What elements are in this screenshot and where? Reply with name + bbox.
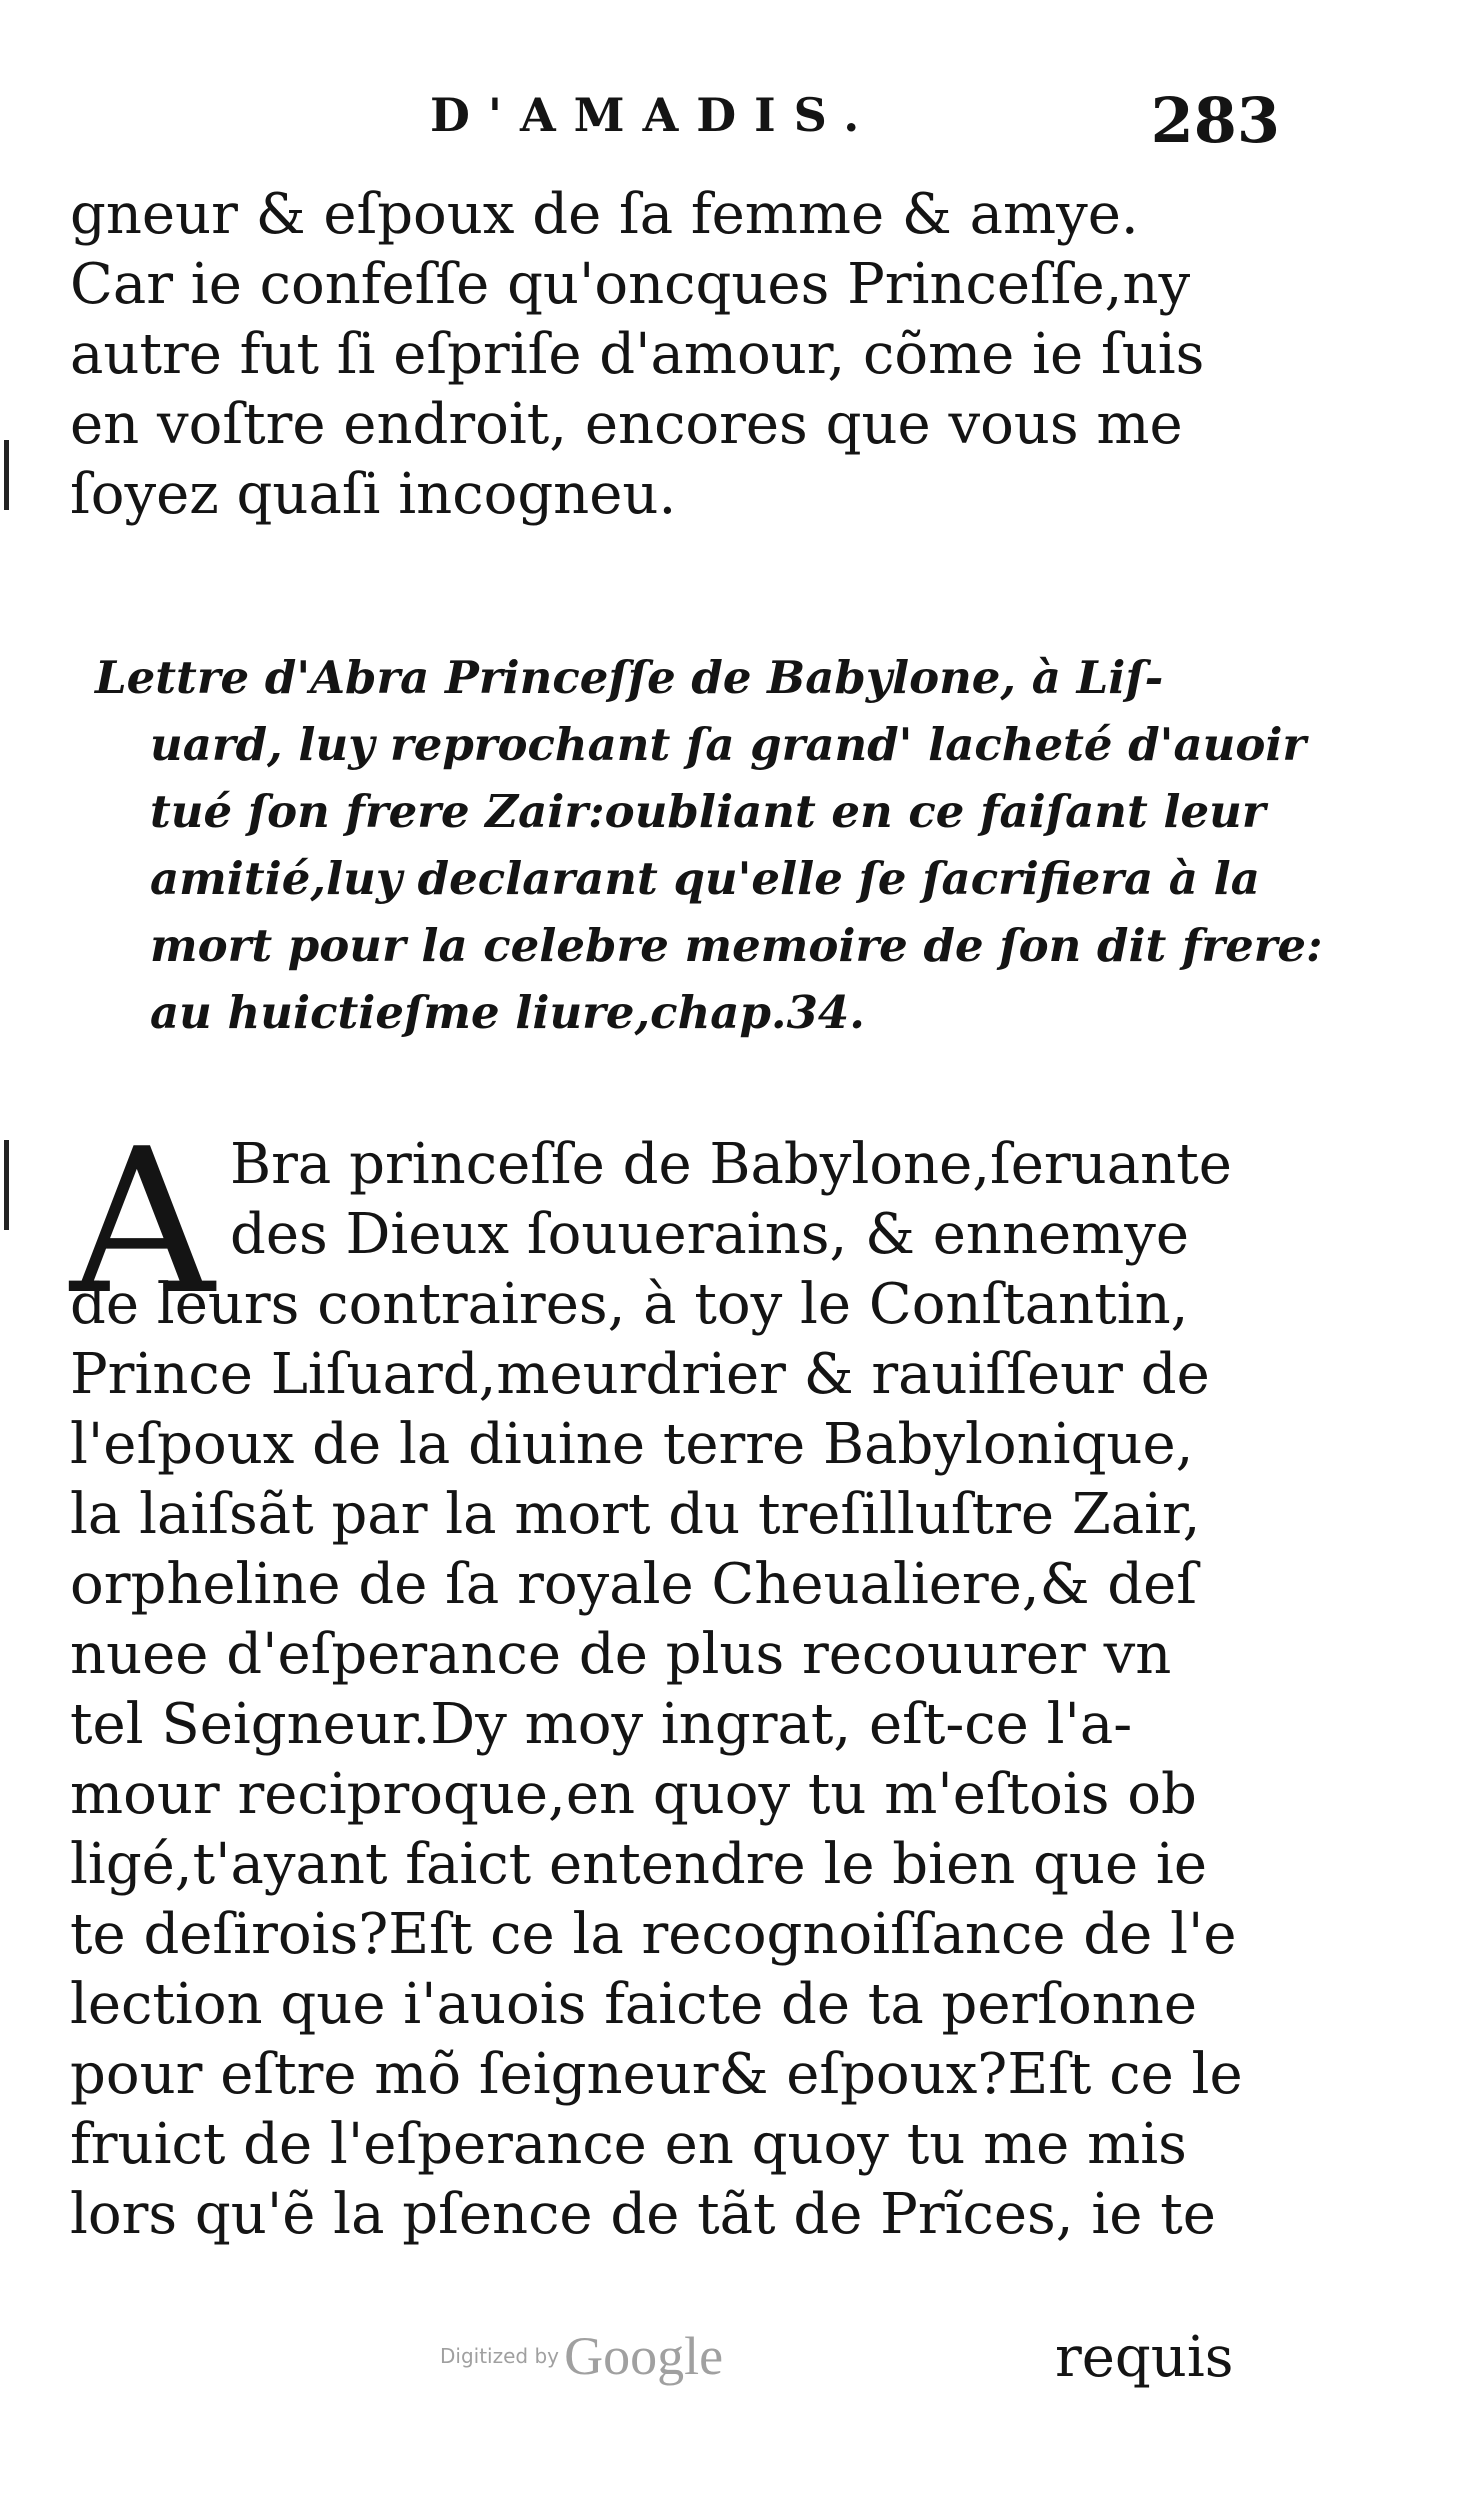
margin-mark xyxy=(4,440,9,510)
text-line: tel Seigneur.Dy moy ingrat, eſt-ce l'a- xyxy=(70,1692,1133,1757)
running-header xyxy=(330,84,1280,168)
text-line: nuee d'eſperance de plus recouurer vn xyxy=(70,1622,1172,1687)
text-line: de leurs contraires, à toy le Conſtantin, xyxy=(70,1272,1189,1337)
watermark-brand: Google xyxy=(564,2326,724,2386)
text-line: orpheline de ſa royale Cheualiere,& deſ xyxy=(70,1552,1197,1617)
text-line: autre fut ſi eſpriſe d'amour, cõme ie ſuis xyxy=(70,322,1205,387)
text-line: lors qu'ẽ la pſence de tãt de Prĩces, ie te xyxy=(70,2182,1216,2247)
text-line: l'eſpoux de la diuine terre Babylonique, xyxy=(70,1412,1194,1477)
catchword: requis xyxy=(1055,2325,1234,2390)
text-line: Bra princeſſe de Babylone,ſeruante xyxy=(230,1132,1232,1197)
text-line: gneur & eſpoux de ſa femme & amye. xyxy=(70,182,1139,247)
text-line: la laiſsãt par la mort du treſilluſtre Zair, xyxy=(70,1482,1201,1547)
text-line: pour eſtre mõ ſeigneur& eſpoux?Eſt ce le xyxy=(70,2042,1243,2107)
text-line: Car ie confeſſe qu'oncques Princeſſe,ny xyxy=(70,252,1191,317)
heading-line: Lettre d'Abra Princeſſe de Babylone, à Liſ- xyxy=(95,651,1164,704)
text-line: mour reciproque,en quoy tu m'eſtois ob xyxy=(70,1762,1197,1827)
page-number: 283 xyxy=(1150,84,1280,157)
margin-mark xyxy=(4,1140,9,1230)
heading-line: mort pour la celebre memoire de ſon dit frere: xyxy=(150,919,1323,972)
heading-line: au huictieſme liure,chap.34. xyxy=(150,986,865,1039)
running-title: D'AMADIS. xyxy=(430,88,878,142)
watermark-prefix: Digitized by xyxy=(440,2344,559,2368)
heading-line: amitié,luy declarant qu'elle ſe ſacrifiera à la xyxy=(150,852,1260,905)
text-line: ligé,t'ayant faict entendre le bien que ie xyxy=(70,1832,1207,1897)
text-line: des Dieux ſouuerains, & ennemye xyxy=(230,1202,1190,1267)
text-line: lection que i'auois faicte de ta perſonne xyxy=(70,1972,1197,2037)
heading-line: uard, luy reprochant ſa grand' lacheté d'auoir xyxy=(150,718,1307,771)
text-line: fruict de l'eſperance en quoy tu me mis xyxy=(70,2112,1187,2177)
digitization-watermark xyxy=(440,2325,723,2387)
text-line: ſoyez quaſi incogneu. xyxy=(70,462,677,527)
text-line: Prince Liſuard,meurdrier & rauiſſeur de xyxy=(70,1342,1210,1407)
drop-capital: A xyxy=(70,1106,215,1339)
text-line: te deſirois?Eſt ce la recognoiſſance de l'e xyxy=(70,1902,1237,1967)
heading-line: tué ſon frere Zair:oubliant en ce faiſant leur xyxy=(150,785,1266,838)
text-line: en voſtre endroit, encores que vous me xyxy=(70,392,1183,457)
